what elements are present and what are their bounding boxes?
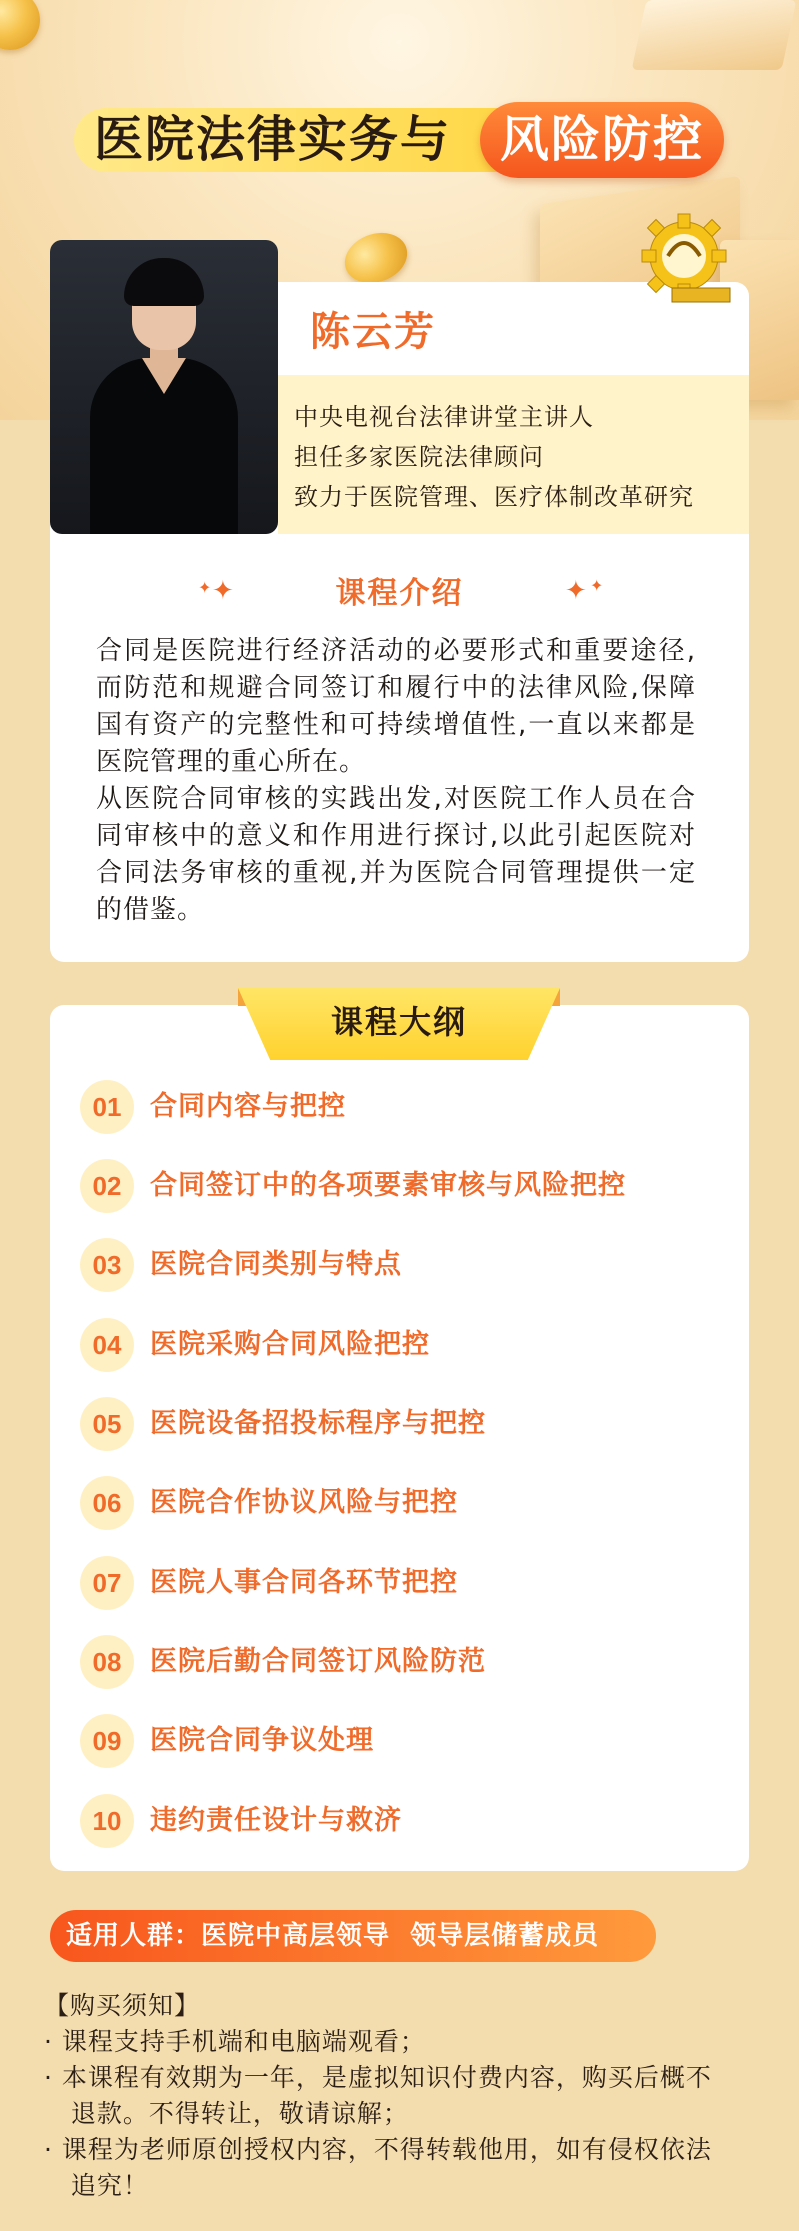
outline-item-number: 04 [80, 1318, 134, 1372]
book-decoration [632, 0, 797, 70]
outline-item-number: 10 [80, 1794, 134, 1848]
lecturer-bio-line: 担任多家医院法律顾问 [294, 443, 544, 471]
photo-neckline-shape [142, 358, 186, 394]
outline-item-number: 06 [80, 1476, 134, 1530]
outline-item-number: 02 [80, 1159, 134, 1213]
intro-paragraph: 合同是医院进行经济活动的必要形式和重要途径,而防范和规避合同签订和履行中的法律风险,保障国有资产的完整性和可持续增值性,一直以来都是医院管理的重心所在。 [96, 636, 696, 777]
audience-banner [50, 1910, 656, 1962]
notice-line: · 本课程有效期为一年，是虚拟知识付费内容，购买后概不 [44, 2063, 712, 2092]
audience-text: 适用人群：医院中高层领导 领导层储蓄成员 [66, 1921, 600, 1951]
notice-line: · 课程支持手机端和电脑端观看； [44, 2027, 426, 2056]
outline-item-number: 08 [80, 1635, 134, 1689]
outline-item-label: 医院合同争议处理 [150, 1725, 374, 1756]
page-title [74, 100, 724, 180]
outline-item-label: 违约责任设计与救济 [150, 1805, 402, 1836]
outline-item-label: 医院设备招投标程序与把控 [150, 1408, 486, 1439]
photo-hair-shape [124, 258, 204, 306]
title-right-text: 风险防控 [499, 111, 704, 168]
outline-item-number: 07 [80, 1556, 134, 1610]
intro-title: 课程介绍 [335, 576, 464, 611]
sparkle-icon: ✦ [565, 576, 587, 606]
sparkle-icon: ✦ [212, 576, 234, 606]
title-left-text: 医院法律实务与 [94, 111, 452, 168]
outline-item-number: 05 [80, 1397, 134, 1451]
outline-title: 课程大纲 [330, 1003, 467, 1041]
lecturer-bio-line: 致力于医院管理、医疗体制改革研究 [294, 483, 694, 511]
sparkle-icon: ✦ [590, 576, 604, 595]
notice-line: 追究！ [44, 2171, 149, 2200]
outline-item-label: 医院采购合同风险把控 [150, 1329, 430, 1360]
notice-line: · 课程为老师原创授权内容，不得转载他用，如有侵权依法 [44, 2135, 712, 2164]
sparkle-icon: ✦ [198, 578, 212, 597]
outline-item-number: 09 [80, 1714, 134, 1768]
outline-item-label: 医院合同类别与特点 [150, 1249, 402, 1280]
outline-item-label: 医院合作协议风险与把控 [150, 1487, 458, 1518]
outline-item-number: 03 [80, 1238, 134, 1292]
intro-paragraph: 从医院合同审核的实践出发,对医院工作人员在合同审核中的意义和作用进行探讨,以此引起医院对合同法务审核的重视,并为医院合同管理提供一定的借鉴。 [96, 784, 696, 925]
notice-heading: 【购买须知】 [44, 1991, 201, 2020]
outline-item-label: 合同内容与把控 [150, 1091, 346, 1122]
outline-item-label: 医院后勤合同签订风险防范 [150, 1646, 486, 1677]
outline-tab [238, 988, 560, 1060]
gear-emblem-icon [638, 210, 734, 306]
lecturer-name: 陈云芳 [310, 309, 436, 355]
title-right-pill [480, 102, 724, 178]
outline-item-label: 医院人事合同各环节把控 [150, 1567, 458, 1598]
lecturer-photo [50, 240, 278, 534]
notice-line: 退款。不得转让，敬请谅解； [44, 2099, 409, 2128]
outline-item-label: 合同签订中的各项要素审核与风险把控 [150, 1170, 626, 1201]
lecturer-bio-line: 中央电视台法律讲堂主讲人 [294, 403, 594, 431]
outline-item-number: 01 [80, 1080, 134, 1134]
